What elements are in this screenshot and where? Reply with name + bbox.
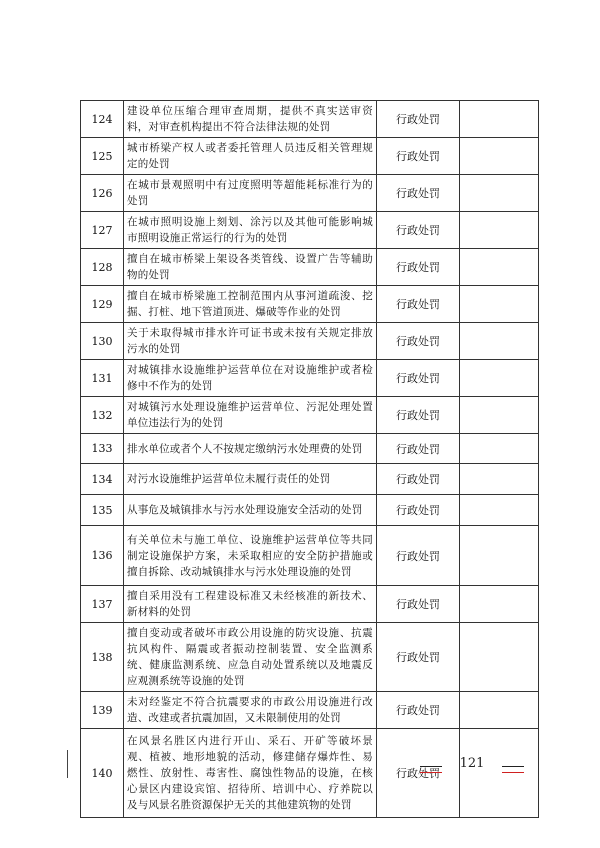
item-number: 135 [81,495,124,526]
table-row [81,434,539,464]
item-category: 行政处罚 [377,464,460,495]
item-number: 124 [81,101,124,138]
item-number: 134 [81,464,124,495]
item-number: 125 [81,138,124,175]
table-row [81,212,539,249]
table-row [81,464,539,495]
item-number: 128 [81,249,124,286]
item-blank-cell [460,623,539,692]
item-description: 在城市照明设施上刻划、涂污以及其他可能影响城市照明设施正常运行的行为的处罚 [124,212,377,249]
item-number: 126 [81,175,124,212]
item-category: 行政处罚 [377,692,460,729]
item-number: 133 [81,434,124,464]
item-blank-cell [460,397,539,434]
table-row [81,692,539,729]
item-number: 131 [81,360,124,397]
item-description: 在城市景观照明中有过度照明等超能耗标准行为的处罚 [124,175,377,212]
item-category: 行政处罚 [377,175,460,212]
table-row [81,586,539,623]
item-number: 137 [81,586,124,623]
item-number: 139 [81,692,124,729]
item-number: 127 [81,212,124,249]
item-blank-cell [460,249,539,286]
item-category: 行政处罚 [377,729,460,818]
item-blank-cell [460,286,539,323]
item-description: 未对经鉴定不符合抗震要求的市政公用设施进行改造、改建或者抗震加固，又未限制使用的处罚 [124,692,377,729]
table-row [81,323,539,360]
table-row [81,360,539,397]
item-number: 130 [81,323,124,360]
table-row [81,175,539,212]
item-category: 行政处罚 [377,360,460,397]
item-description: 排水单位或者个人不按规定缴纳污水处理费的处罚 [124,434,377,464]
item-blank-cell [460,360,539,397]
item-category: 行政处罚 [377,495,460,526]
item-description: 从事危及城镇排水与污水处理设施安全活动的处罚 [124,495,377,526]
item-blank-cell [460,323,539,360]
item-blank-cell [460,526,539,586]
item-category: 行政处罚 [377,623,460,692]
item-blank-cell [460,212,539,249]
item-blank-cell [460,586,539,623]
footer-red-underline-left [420,772,442,773]
item-description: 关于未取得城市排水许可证书或未按有关规定排放污水的处罚 [124,323,377,360]
item-category: 行政处罚 [377,138,460,175]
item-blank-cell [460,464,539,495]
table-row [81,286,539,323]
margin-rule [67,750,68,778]
item-description: 对城镇污水处理设施维护运营单位、污泥处理处置单位违法行为的处罚 [124,397,377,434]
item-description: 建设单位压缩合理审查周期，提供不真实送审资料，对审查机构提出不符合法律法规的处罚 [124,101,377,138]
item-category: 行政处罚 [377,101,460,138]
item-number: 132 [81,397,124,434]
footer-dash-right [502,766,524,767]
item-category: 行政处罚 [377,323,460,360]
page-number: 121 [459,756,485,771]
table-row [81,526,539,586]
item-blank-cell [460,434,539,464]
item-description: 在风景名胜区内进行开山、采石、开矿等破坏景观、植被、地形地貌的活动，修建储存爆炸性、易燃性、放射性、毒害性、腐蚀性物品的设施，在核心景区内建设宾馆、招待所、培训中心、疗养院以及与风景名胜资源保护无关的其他建筑物的处罚 [124,729,377,818]
items-table-body [81,101,539,818]
item-blank-cell [460,138,539,175]
item-number: 136 [81,526,124,586]
table-row [81,249,539,286]
item-category: 行政处罚 [377,397,460,434]
item-blank-cell [460,101,539,138]
item-category: 行政处罚 [377,434,460,464]
table-row [81,101,539,138]
item-blank-cell [460,692,539,729]
item-number: 140 [81,729,124,818]
item-description: 擅自在城市桥梁施工控制范围内从事河道疏浚、挖掘、打桩、地下管道顶进、爆破等作业的处罚 [124,286,377,323]
table-row [81,138,539,175]
item-category: 行政处罚 [377,526,460,586]
footer-red-underline-right [502,772,524,773]
items-table [80,100,539,818]
item-description: 擅自在城市桥梁上架设各类管线、设置广告等辅助物的处罚 [124,249,377,286]
item-number: 138 [81,623,124,692]
item-category: 行政处罚 [377,586,460,623]
item-category: 行政处罚 [377,286,460,323]
item-blank-cell [460,175,539,212]
footer-dash-left [420,766,442,767]
item-description: 城市桥梁产权人或者委托管理人员违反相关管理规定的处罚 [124,138,377,175]
table-row [81,397,539,434]
item-blank-cell [460,495,539,526]
item-description: 擅自变动或者破坏市政公用设施的防灾设施、抗震抗风构件、隔震或者振动控制装置、安全监测系统、健康监测系统、应急自动处置系统以及地震反应观测系统等设施的处罚 [124,623,377,692]
table-row [81,623,539,692]
item-category: 行政处罚 [377,249,460,286]
page-footer [420,756,530,776]
item-description: 对城镇排水设施维护运营单位在对设施维护或者检修中不作为的处罚 [124,360,377,397]
item-number: 129 [81,286,124,323]
item-description: 对污水设施维护运营单位未履行责任的处罚 [124,464,377,495]
table-row [81,495,539,526]
item-description: 有关单位未与施工单位、设施维护运营单位等共同制定设施保护方案，未采取相应的安全防护措施或擅自拆除、改动城镇排水与污水处理设施的处罚 [124,526,377,586]
item-category: 行政处罚 [377,212,460,249]
item-description: 擅自采用没有工程建设标准又未经核准的新技术、新材料的处罚 [124,586,377,623]
